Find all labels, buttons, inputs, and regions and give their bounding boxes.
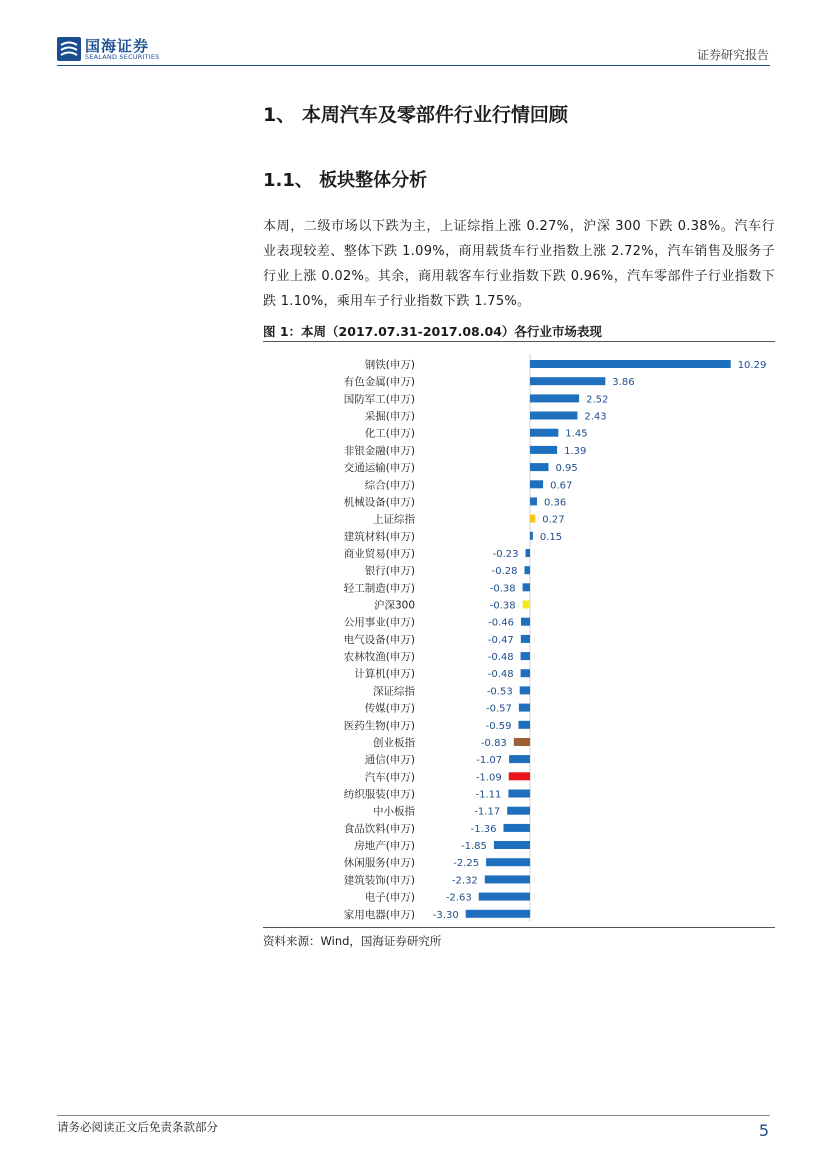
value-label: -1.11 [475, 789, 502, 801]
footer-divider [57, 1115, 770, 1116]
value-label: -0.57 [486, 703, 512, 715]
category-label: 食品饮料(申万) [343, 822, 415, 835]
body-paragraph: 本周，二级市场以下跌为主，上证综指上涨 0.27%，沪深 300 下跌 0.38%。汽车行业表现较差、整体下跌 1.09%，商用载货车行业指数上涨 2.72%，汽车销售及服务子行业上涨 0.02%。其余，商用载客车行业指数下跌 0.96%，汽车零部件子行业指数下跌 1.10%，乘用车子行业指数下跌 1.75%。 [263, 219, 775, 309]
value-label: -0.53 [486, 686, 513, 698]
category-label: 有色金属(申万) [343, 376, 415, 389]
value-label: -1.17 [474, 806, 501, 818]
value-label: -0.48 [487, 652, 514, 664]
category-label: 化工(申万) [364, 427, 415, 440]
category-label: 机械设备(申万) [343, 496, 415, 509]
bar [523, 583, 530, 591]
bar [519, 704, 530, 712]
value-label: 3.86 [612, 377, 635, 389]
value-label: -2.25 [453, 858, 480, 870]
category-label: 纺织服装(申万) [343, 788, 415, 801]
bar [519, 721, 531, 729]
value-label: 0.67 [550, 480, 573, 492]
bar [530, 429, 558, 437]
bar [520, 686, 530, 694]
category-label: 家用电器(申万) [343, 908, 415, 921]
value-label: -1.36 [470, 823, 497, 835]
category-label: 国防军工(申万) [343, 393, 415, 406]
category-label: 农林牧渔(申万) [343, 651, 415, 664]
category-label: 创业板指 [373, 736, 415, 749]
value-label: -2.32 [451, 875, 478, 887]
value-label: -1.07 [476, 755, 503, 767]
value-label: -0.28 [491, 566, 518, 578]
bar [521, 652, 530, 660]
bar-chart-svg [263, 342, 775, 926]
bar [521, 618, 530, 626]
bar [514, 738, 530, 746]
bar [530, 515, 535, 523]
value-label: -3.30 [432, 909, 459, 921]
bar [507, 807, 530, 815]
value-label: -0.83 [480, 737, 507, 749]
value-label: 0.27 [542, 514, 565, 526]
bar [485, 875, 530, 883]
value-label: 1.39 [564, 445, 587, 457]
figure-title: 图 1：本周（2017.07.31-2017.08.04）各行业市场表现 [263, 324, 602, 339]
category-label: 电气设备(申万) [343, 633, 415, 646]
section-heading: 1、 本周汽车及零部件行业行情回顾 [263, 104, 568, 126]
value-label: 0.36 [544, 497, 567, 509]
value-label: 2.43 [584, 411, 607, 423]
subsection-heading: 1.1、 板块整体分析 [263, 170, 428, 191]
bar [530, 497, 537, 505]
category-label: 综合(申万) [364, 479, 415, 492]
category-label: 非银金融(申万) [343, 444, 415, 457]
bar [530, 532, 533, 540]
category-label: 轻工制造(申万) [343, 582, 415, 595]
bar [530, 463, 549, 471]
bar [530, 480, 543, 488]
bar [530, 446, 557, 454]
bar [521, 669, 530, 677]
doc-type-label: 证券研究报告 [696, 48, 769, 62]
brand-name-en: SEALAND SECURITIES [85, 53, 160, 61]
category-label: 传媒(申万) [364, 702, 415, 715]
value-label: 1.45 [565, 428, 588, 440]
figure-bottom-rule [263, 927, 775, 928]
bar [530, 412, 577, 420]
value-label: -0.59 [485, 720, 512, 732]
value-label: 10.29 [737, 360, 767, 371]
bar [479, 893, 530, 901]
value-label: -0.23 [492, 548, 519, 560]
bar [530, 360, 731, 368]
bar [486, 858, 530, 866]
header-divider [57, 65, 770, 66]
category-label: 上证综指 [373, 513, 415, 526]
bar [509, 772, 530, 780]
category-label: 深证综指 [373, 685, 415, 698]
category-label: 公用事业(申万) [343, 616, 415, 629]
category-label: 汽车(申万) [364, 771, 415, 784]
category-label: 房地产(申万) [354, 840, 415, 853]
category-label: 电子(申万) [364, 891, 415, 904]
category-label: 交通运输(申万) [343, 462, 415, 475]
page-header [0, 0, 827, 66]
category-label: 计算机(申万) [354, 668, 415, 681]
category-label: 中小板指 [373, 805, 415, 818]
figure-source: 资料来源：Wind，国海证券研究所 [263, 934, 442, 948]
category-label: 休闲服务(申万) [343, 857, 415, 870]
value-label: 0.95 [555, 463, 578, 475]
bar [494, 841, 530, 849]
category-label: 通信(申万) [364, 754, 415, 767]
category-label: 沪深300 [373, 599, 415, 612]
bar [509, 755, 530, 763]
value-label: -1.85 [461, 841, 487, 853]
category-label: 采掘(申万) [364, 410, 415, 423]
value-label: -2.63 [445, 892, 472, 904]
category-label: 建筑装饰(申万) [343, 874, 415, 887]
industry-performance-chart [263, 342, 775, 930]
page-number: 5 [758, 1121, 769, 1140]
category-label: 建筑材料(申万) [343, 530, 415, 543]
category-label: 钢铁(申万) [364, 359, 415, 371]
brand-name-cn: 国海证券 [85, 37, 150, 55]
bar [523, 601, 530, 609]
value-label: -0.46 [488, 617, 514, 629]
bar [504, 824, 531, 832]
value-label: -0.48 [487, 669, 514, 681]
bar [521, 635, 530, 643]
value-label: -0.38 [489, 583, 516, 595]
sealand-logo-icon [57, 37, 81, 61]
bar [526, 549, 531, 557]
category-label: 银行(申万) [364, 565, 415, 578]
bar [508, 790, 530, 798]
footer-disclaimer: 请务必阅读正文后免责条款部分 [57, 1120, 218, 1134]
value-label: -1.09 [475, 772, 502, 784]
bar [530, 377, 605, 385]
value-label: -0.38 [489, 600, 516, 612]
category-label: 商业贸易(申万) [343, 547, 415, 560]
bar [530, 394, 579, 402]
bar [466, 910, 530, 918]
value-label: 0.15 [539, 531, 563, 543]
bar [525, 566, 531, 574]
value-label: -0.47 [487, 634, 514, 646]
value-label: 2.52 [586, 394, 609, 406]
category-label: 医药生物(申万) [343, 719, 415, 732]
